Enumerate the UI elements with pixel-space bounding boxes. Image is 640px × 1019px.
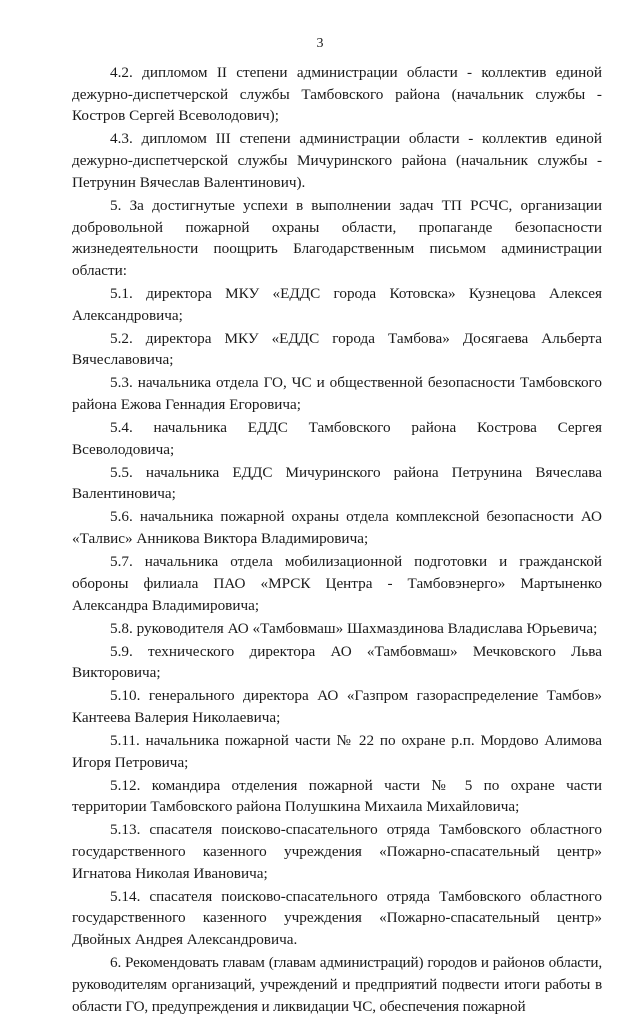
paragraph-5-14: 5.14. спасателя поисково-спасательного отряда Тамбовского областного государственного казенного учреждения «Пожарно-спасательный центр» Двойных Андрея Александровича. [72,887,602,949]
paragraph-5-5: 5.5. начальника ЕДДС Мичуринского района Петрунина Вячеслава Валентиновича; [72,463,602,503]
paragraph-5: 5. За достигнутые успехи в выполнении задач ТП РСЧС, организации добровольной пожарной охраны области, пропаганде безопасности жизнедеятельности поощрить Благодарственным письмом администрации области: [72,196,602,279]
paragraph-5-8: 5.8. руководителя АО «Тамбовмаш» Шахмаздинова Владислава Юрьевича; [110,619,598,637]
paragraph-5-13: 5.13. спасателя поисково-спасательного отряда Тамбовского областного государственного казенного учреждения «Пожарно-спасательный центр» Игнатова Николая Ивановича; [72,821,602,882]
paragraph-5-4: 5.4. начальника ЕДДС Тамбовского района Кострова Сергея Всеволодовича; [72,419,602,458]
paragraph-6: 6. Рекомендовать главам (главам администраций) городов и районов области, руководителям организаций, учреждений и предприятий подвести итоги работы в области ГО, предупреждения и ликвидации ЧС, обеспечения пожарной [72,954,602,1015]
paragraph-5-11: 5.11. начальника пожарной части № 22 по охране р.п. Мордово Алимова Игоря Петровича; [72,731,602,771]
paragraph-5-6: 5.6. начальника пожарной охраны отдела комплексной безопасности АО «Талвис» Анникова Виктора Владимировича; [72,508,602,548]
paragraph-5-3: 5.3. начальника отдела ГО, ЧС и общественной безопасности Тамбовского района Ежова Геннадия Егоровича; [72,374,602,414]
document-body [72,62,602,1019]
paragraph-5-12: 5.12. командира отделения пожарной части № 5 по охране части территории Тамбовского района Полушкина Михаила Михайловича; [72,776,602,816]
paragraph-5-7: 5.7. начальника отдела мобилизационной подготовки и гражданской обороны филиала ПАО «МРСК Центра - Тамбовэнерго» Мартыненко Александра Владимировича; [72,553,602,614]
paragraph-4-3: 4.3. дипломом III степени администрации области - коллектив единой дежурно-диспетчерской службы Мичуринского района (начальник службы - Петрунин Вячеслав Валентинович). [72,130,602,191]
paragraph-5-2: 5.2. директора МКУ «ЕДДС города Тамбова» Досягаева Альберта Вячеславовича; [72,329,602,369]
paragraph-5-1: 5.1. директора МКУ «ЕДДС города Котовска» Кузнецова Алексея Александровича; [72,284,602,324]
paragraph-4-2: 4.2. дипломом II степени администрации области - коллектив единой дежурно-диспетчерской службы Тамбовского района (начальник службы - Костров Сергей Всеволодович); [72,64,602,125]
paragraph-5-10: 5.10. генерального директора АО «Газпром газораспределение Тамбов» Кантеева Валерия Николаевича; [72,687,602,726]
paragraph-5-9: 5.9. технического директора АО «Тамбовмаш» Мечковского Льва Викторовича; [72,642,602,682]
page-number: 3 [316,36,324,51]
